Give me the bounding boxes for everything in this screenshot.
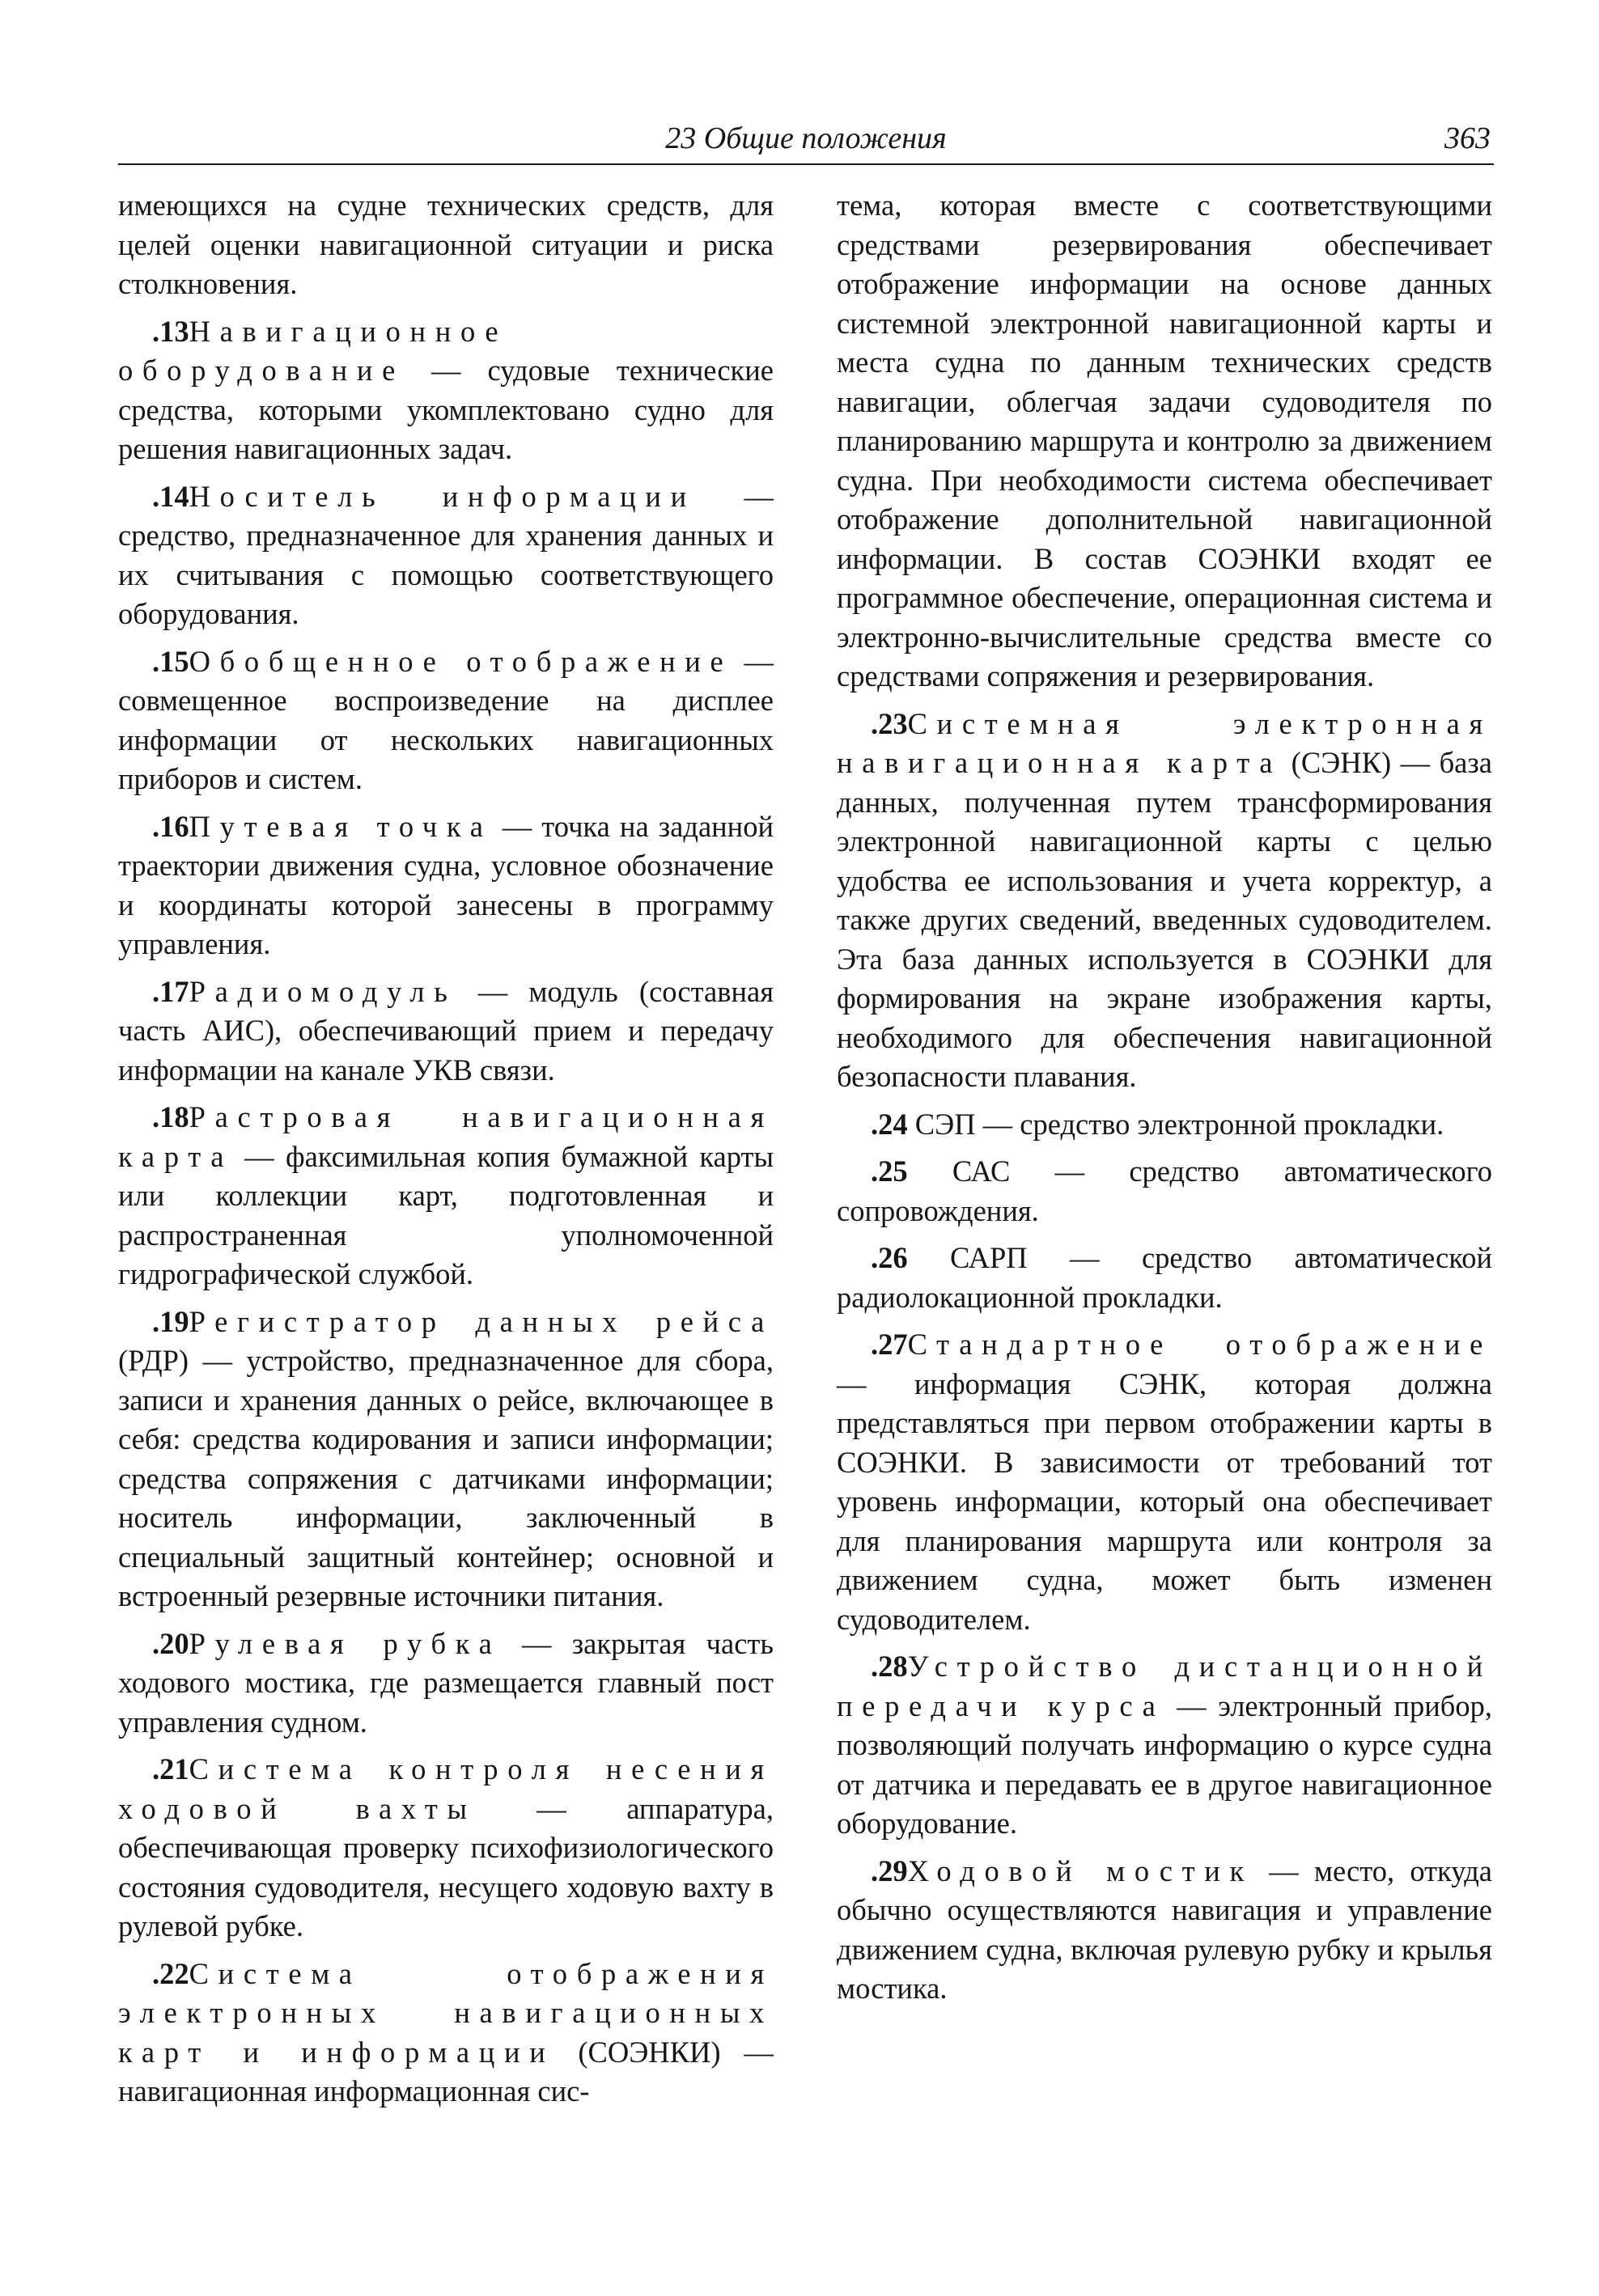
page-number: 363 — [1444, 121, 1491, 155]
defined-term: Ходовой мостик — [907, 1853, 1253, 1887]
running-title: 23 Общие положения — [665, 121, 947, 155]
item-number: .16 — [152, 809, 189, 843]
defined-term: Регистратор данных рейса — [189, 1304, 774, 1338]
defined-term: Растровая навигационная карта — [118, 1100, 774, 1173]
defined-term: Рулевая рубка — [189, 1626, 502, 1660]
item-number: .20 — [152, 1626, 189, 1660]
item-number: .18 — [152, 1100, 189, 1133]
definition-text: (РДР) — устройство, предназначенное для сбора, записи и хранения данных о рейсе, включающее в себя: средства кодирования и записи информации; средства сопряжения с датчиками информации; носитель информации, заключенный в специальный защитный контейнер; основной и встроенный резервные источники питания. — [118, 1344, 774, 1612]
definition-text: — информация СЭНК, которая должна представляться при первом отображении карты в СОЭНКИ. В зависимости от требований тот уровень информации, который она обеспечивает для планирования маршрута или контроля за движением судна, может быть изменен судоводителем. — [837, 1366, 1492, 1636]
definition-text: СЭП — средство электронной прокладки. — [907, 1107, 1444, 1141]
definition-27 — [837, 1325, 1492, 1639]
page-header — [118, 113, 1494, 165]
item-number: .24 — [871, 1107, 908, 1141]
item-number: .23 — [871, 706, 908, 740]
continuation-text: тема, которая вместе с соответствующими средствами резервирования обеспечивает отображение информации на основе данных системной электронной навигационной карты и места судна по данным технических средств навигации, облегчая задачи судоводителя по планированию маршрута и контролю за движением судна. При необходимости система обеспечивает отображение дополнительной навигационной информации. В состав СОЭНКИ входят ее программное обеспечение, операционная система и электронно-вычислительные средства вместе со средствами сопряжения и резервирования. — [837, 189, 1492, 693]
definition-29 — [837, 1852, 1492, 2009]
definition-text: (СОЭНКИ) — навигационная информационная сис- — [118, 2035, 774, 2107]
definition-20 — [118, 1625, 774, 1743]
definition-text: — место, откуда обычно осуществляются навигация и управление движением судна, включая рулевую рубку и крылья мостика. — [837, 1853, 1492, 2005]
definition-23 — [837, 705, 1492, 1097]
definition-text: — совмещенное воспроизведение на дисплее информации от нескольких навигационных приборов и систем. — [118, 644, 774, 795]
defined-term: Система отображения электронных навигационных карт и информации — [118, 1956, 774, 2069]
definition-text: — модуль (составная часть АИС), обеспечивающий прием и передачу информации на канале УКВ связи. — [118, 974, 774, 1087]
item-number: .29 — [871, 1853, 908, 1887]
item-number: .25 — [871, 1154, 908, 1188]
document-page — [118, 113, 1494, 2217]
defined-term: Навигационное оборудование — [118, 314, 508, 387]
definition-text: — закрытая часть ходового мостика, где размещается главный пост управления судном. — [118, 1626, 774, 1739]
left-column — [118, 186, 774, 2120]
definition-17 — [118, 972, 774, 1091]
definition-18 — [118, 1098, 774, 1294]
defined-term: Система контроля несения ходовой вахты — [118, 1752, 774, 1825]
item-number: .26 — [871, 1241, 908, 1274]
item-number: .15 — [152, 644, 189, 678]
definition-28 — [837, 1647, 1492, 1844]
definition-text: — электронный прибор, позволяющий получать информацию о курсе судна от датчика и передавать ее в другое навигационное оборудование. — [837, 1688, 1492, 1840]
item-number: .17 — [152, 974, 189, 1008]
definition-text: — аппаратура, обеспечивающая проверку психофизиологического состояния судоводителя, несущего ходовую вахту в рулевой рубке. — [118, 1791, 774, 1942]
item-number: .27 — [871, 1328, 908, 1361]
defined-term: Носитель информации — [189, 479, 696, 513]
defined-term: Стандартное отображение — [907, 1328, 1492, 1361]
defined-term: Путевая точка — [189, 809, 493, 843]
defined-term: Радиомодуль — [189, 974, 457, 1008]
definition-13 — [118, 312, 774, 469]
item-number: .21 — [152, 1752, 189, 1786]
item-number: .28 — [871, 1650, 908, 1683]
item-number: .13 — [152, 314, 189, 348]
definition-26 — [837, 1239, 1492, 1317]
definition-text: САРП — средство автоматической радиолокационной прокладки. — [837, 1241, 1492, 1314]
continuation-text: имеющихся на судне технических средств, для целей оценки навигационной ситуации и риска столкновения. — [118, 189, 774, 300]
definition-24 — [837, 1105, 1492, 1145]
definition-text: САС — средство автоматического сопровождения. — [837, 1154, 1492, 1227]
definition-text: — факсимильная копия бумажной карты или коллекции карт, подготовленная и распространенная уполномоченной гидрографической службой. — [118, 1139, 774, 1290]
defined-term: Системная электронная навигационная карта — [837, 706, 1492, 779]
definition-19 — [118, 1303, 774, 1616]
definition-25 — [837, 1152, 1492, 1231]
definition-15 — [118, 642, 774, 799]
definition-text: — точка на заданной траектории движения судна, условное обозначение и координаты которой занесены в программу управления. — [118, 809, 774, 960]
definition-21 — [118, 1750, 774, 1947]
definition-22 — [118, 1955, 774, 2112]
defined-term: Обобщенное отображение — [189, 644, 733, 678]
item-number: .22 — [152, 1956, 189, 1990]
definition-14 — [118, 477, 774, 634]
definition-text: — судовые технические средства, которыми укомплектовано судно для решения навигационных задач. — [118, 354, 774, 465]
right-column — [837, 186, 1492, 2017]
definition-16 — [118, 807, 774, 964]
defined-term: Устройство дистанционной передачи курса — [837, 1650, 1492, 1722]
item-number: .19 — [152, 1304, 189, 1338]
definition-text: (СЭНК) — база данных, полученная путем трансформирования электронной навигационной карты с целью удобства ее использования и учета корректур, а также других сведений, введенных судоводителем. Эта база данных используется в СОЭНКИ для формирования на экране изображения карты, необходимого для обеспечения навигационной безопасности плавания. — [837, 746, 1492, 1093]
item-number: .14 — [152, 479, 189, 513]
definition-text: — средство, предназначенное для хранения данных и их считывания с помощью соответствующего оборудования. — [118, 479, 774, 630]
